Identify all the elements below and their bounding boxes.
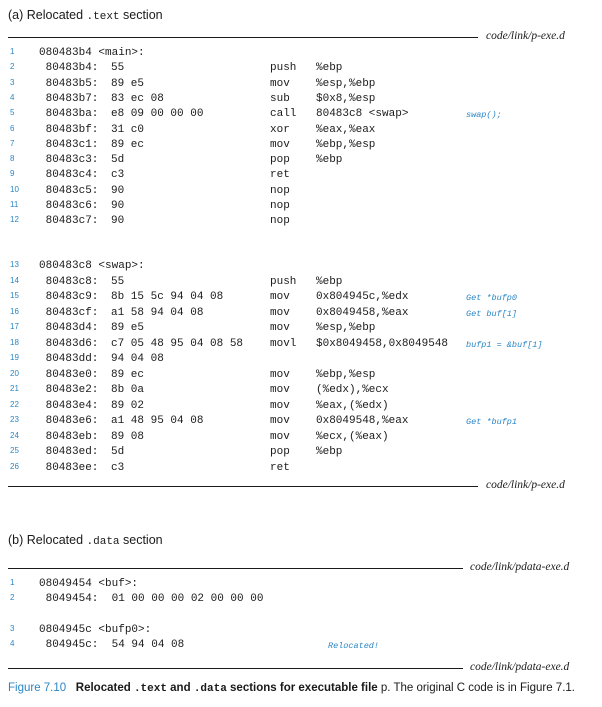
address: 80483c5: [39,184,99,197]
mnemonic: mov [270,322,290,334]
machine-bytes: 55 [111,275,125,288]
operands: %ecx,(%eax) [316,430,389,443]
address: 80483dd: [39,353,99,365]
line-number: 1 [10,47,15,56]
mnemonic: xor [270,123,290,136]
mnemonic: ret [270,461,290,474]
text-listing-line [0,462,602,477]
operands: %ebp,%esp [316,368,376,381]
line-number: 26 [10,461,19,471]
line-comment: Get buf[1] [466,308,518,319]
caption-file: p [380,682,388,694]
mnemonic: mov [270,415,290,427]
section-b-title-prefix: (b) Relocated [8,533,87,547]
section-a-title-code: .text [86,11,120,23]
machine-bytes: 89 e5 [111,322,145,334]
mnemonic: mov [270,368,290,381]
mnemonic: mov [270,399,290,412]
address: 80483ee: [39,461,99,474]
line-number: 12 [10,215,19,225]
address: 80483c4: [39,169,99,182]
text-listing-line [0,215,602,230]
address: 80483c3: [39,154,99,167]
machine-bytes: 90 [111,215,125,228]
section-a-top-rule [8,37,478,38]
mnemonic: pop [270,446,290,458]
text-listing-line [0,400,602,415]
machine-bytes: 89 ec [111,368,145,381]
line-number: 22 [10,399,19,409]
address: 80483c7: [39,215,99,228]
text-listing-line [0,384,602,399]
caption-code-1: .text [133,683,167,695]
data-listing-line [0,593,602,608]
text-listing-line [0,62,602,77]
machine-bytes: a1 48 95 04 08 [111,415,204,427]
section-a-title-prefix: (a) Relocated [8,8,87,22]
machine-bytes: e8 09 00 00 00 [111,108,204,121]
mnemonic: ret [270,169,290,182]
text-listing-line [0,139,602,154]
data-listing-line [0,578,602,593]
operands: %esp,%ebp [316,77,376,90]
mnemonic: mov [270,138,290,151]
caption-bold-1: Relocated [75,682,134,694]
mnemonic: nop [270,215,290,228]
address: 80483c6: [39,200,99,212]
line-number: 8 [10,154,15,164]
address: 80483c1: [39,138,99,151]
machine-bytes: 94 04 08 [111,353,164,365]
address: 80483d6: [39,337,99,350]
line-number: 5 [10,108,15,118]
section-b-title-suffix: section [119,533,163,547]
mnemonic: mov [270,384,290,396]
operands: %esp,%ebp [316,322,376,334]
line-number: 18 [10,337,19,347]
machine-bytes: c3 [111,169,125,182]
mnemonic: call [270,108,297,121]
address: 80483b5: [39,77,99,90]
address: 80483ed: [39,446,99,458]
line-comment: bufp1 = &buf[1] [466,339,543,350]
mnemonic: nop [270,200,290,212]
text-listing-line [0,185,602,200]
machine-bytes: a1 58 94 04 08 [111,306,204,319]
text-listing-line [0,322,602,337]
line-number: 9 [10,169,15,179]
section-a-bottom-rule [8,486,478,487]
address: 080483b4 <main>: [39,47,145,59]
machine-bytes: 5d [111,154,125,167]
text-listing-line [0,93,602,108]
machine-bytes: c7 05 48 95 04 08 58 [111,337,244,350]
operands: $0x8,%esp [316,92,376,105]
address: 80483b4: [39,62,99,75]
address: 80483e0: [39,368,99,381]
machine-bytes: 83 ec 08 [111,92,164,105]
text-listing-line [0,415,602,430]
line-number: 24 [10,430,19,440]
address: 80483c8: [39,275,99,288]
address: 80483cf: [39,306,99,319]
text-listing-line [0,124,602,139]
line-number: 4 [10,639,15,648]
address: 80483e4: [39,399,99,412]
machine-bytes: 89 ec [111,138,145,151]
address: 80483ba: [39,108,99,121]
address: 80483c9: [39,291,99,303]
operands: %eax,%eax [316,123,376,136]
section-a-title [8,8,163,23]
text-listing-line [0,291,602,306]
mnemonic: mov [270,430,290,443]
line-number: 23 [10,415,19,424]
text-listing-line [0,276,602,291]
text-listing-line [0,353,602,368]
line-number: 3 [10,624,15,633]
caption-bold-3: sections for executable file [226,682,381,694]
text-listing-line [0,307,602,322]
mnemonic: movl [270,337,297,350]
text-listing-line [0,78,602,93]
address: 80483bf: [39,123,99,136]
operands: 0x8049458,%eax [316,306,409,319]
caption-code-2: .data [193,683,227,695]
section-b-bottom-rule [8,668,463,669]
operands: (%edx),%ecx [316,384,389,396]
operands: $0x8049458,0x8049548 [316,337,449,350]
text-listing-line [0,47,602,62]
line-number: 25 [10,446,19,455]
caption-figure-number: Figure 7.10 [8,682,67,694]
machine-bytes: c3 [111,461,125,474]
operands: %ebp,%esp [316,138,376,151]
line-number: 21 [10,384,19,393]
section-a-title-suffix: section [119,8,163,22]
address: 80483b7: [39,92,99,105]
line-comment: swap(); [466,110,502,121]
operands: %ebp [316,446,343,458]
data-line-text: 08049454 <buf>: [39,578,139,590]
text-listing-line [0,200,602,215]
section-a-source-label: code/link/p-exe.d [486,30,565,42]
mnemonic: nop [270,184,290,197]
machine-bytes: 55 [111,62,125,75]
line-comment: Get *bufp0 [466,293,518,303]
address: 80483e2: [39,384,99,396]
text-listing-line [0,338,602,353]
section-b-end-label: code/link/pdata-exe.d [470,661,570,673]
mnemonic: mov [270,306,290,319]
operands: %ebp [316,62,343,75]
line-comment: Get *bufp1 [466,417,518,427]
line-number: 1 [10,578,15,587]
line-number: 13 [10,260,19,269]
line-number: 3 [10,77,15,87]
mnemonic: pop [270,154,290,167]
address: 80483e6: [39,415,99,427]
section-b-source-label: code/link/pdata-exe.d [470,561,570,573]
data-listing-line [0,624,602,639]
caption-rest: . The original C code is in Figure 7.1. [387,682,575,694]
figure-caption [8,682,575,695]
line-number: 20 [10,368,19,378]
operands: 80483c8 <swap> [316,108,409,121]
text-listing-line [0,169,602,184]
line-number: 10 [10,184,19,194]
line-number: 14 [10,275,19,285]
text-listing-line [0,446,602,461]
machine-bytes: 5d [111,446,125,458]
line-number: 16 [10,306,19,316]
line-comment: Relocated! [328,641,380,651]
line-number: 2 [10,593,15,602]
line-number: 17 [10,322,19,331]
section-a-end-label: code/link/p-exe.d [486,479,565,491]
machine-bytes: 8b 15 5c 94 04 08 [111,291,224,303]
machine-bytes: 89 02 [111,399,145,412]
line-number: 7 [10,138,15,148]
mnemonic: sub [270,92,290,105]
operands: %ebp [316,275,343,288]
line-number: 2 [10,62,15,72]
text-listing-line [0,369,602,384]
address: 80483eb: [39,430,99,443]
machine-bytes: 90 [111,200,125,212]
mnemonic: mov [270,291,290,303]
mnemonic: mov [270,77,290,90]
line-number: 6 [10,123,15,133]
text-listing-line [0,431,602,446]
section-b-title [8,533,163,548]
operands: 0x804945c,%edx [316,291,409,303]
text-listing-line [0,154,602,169]
machine-bytes: 31 c0 [111,123,145,136]
address: 80483d4: [39,322,99,334]
machine-bytes: 8b 0a [111,384,145,396]
caption-bold-2: and [166,682,194,694]
machine-bytes: 90 [111,184,125,197]
operands: %eax,(%edx) [316,399,389,412]
machine-bytes: 89 e5 [111,77,145,90]
mnemonic: push [270,62,297,75]
line-number: 15 [10,291,19,300]
address: 080483c8 <swap>: [39,260,145,272]
data-listing-line [0,639,602,654]
section-b-title-code: .data [86,536,120,548]
text-listing-line [0,108,602,123]
text-listing-line [0,260,602,275]
line-number: 19 [10,353,19,362]
machine-bytes: 89 08 [111,430,145,443]
line-number: 11 [10,200,19,209]
operands: 0x8049548,%eax [316,415,409,427]
data-line-text: 8049454: 01 00 00 00 02 00 00 00 [39,593,264,605]
data-line-text: 0804945c <bufp0>: [39,624,152,636]
line-number: 4 [10,92,15,102]
data-line-text: 804945c: 54 94 04 08 [39,639,185,651]
mnemonic: push [270,275,297,288]
operands: %ebp [316,154,343,167]
section-b-top-rule [8,568,463,569]
